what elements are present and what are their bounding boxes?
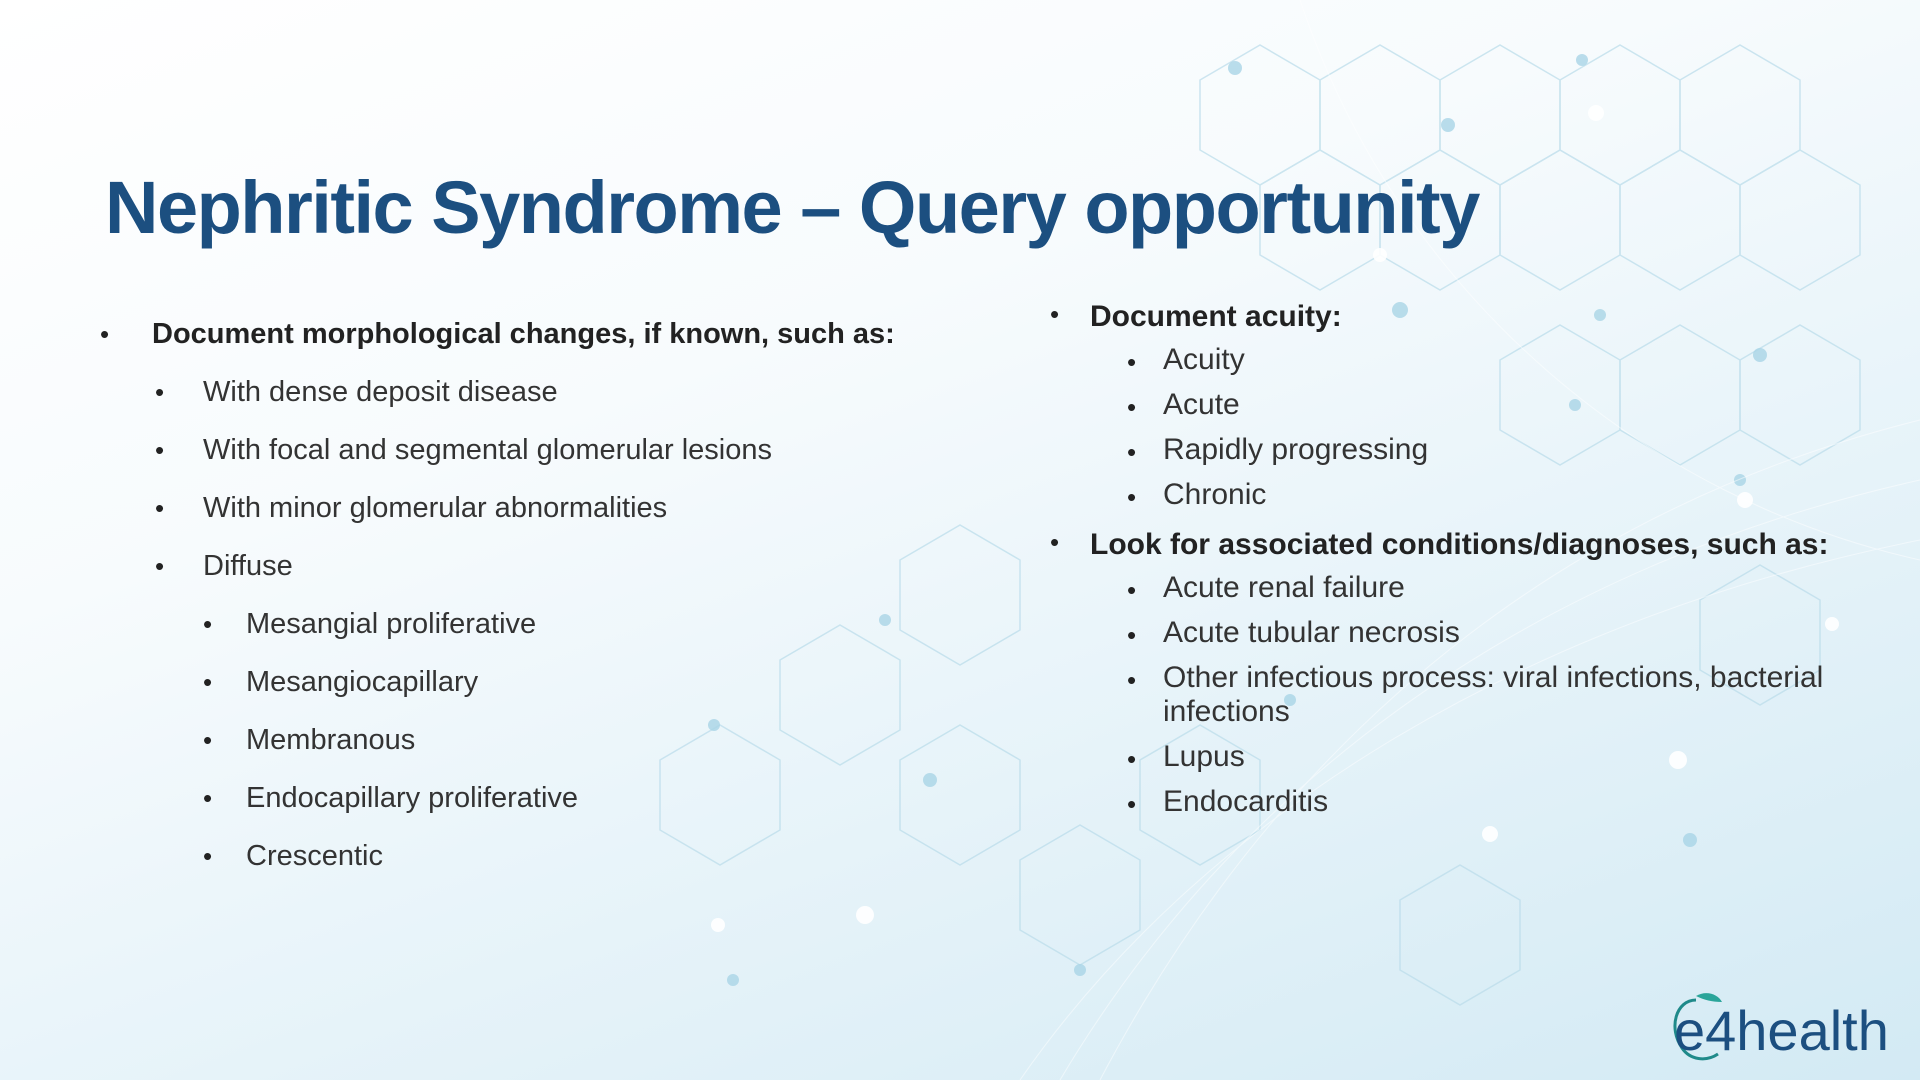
- bullet-icon: •: [1050, 527, 1060, 557]
- e4health-logo: [1666, 988, 1896, 1068]
- list-item: [100, 363, 900, 421]
- bullet-icon: •: [155, 551, 165, 581]
- slide-title: Nephritic Syndrome – Query opportunity: [105, 166, 1479, 249]
- sub-list-item-label: Mesangial proliferative: [246, 608, 537, 640]
- list-item: [1050, 518, 1870, 566]
- bullet-icon: •: [1050, 299, 1060, 329]
- sub-list-item-label: Mesangiocapillary: [246, 666, 479, 698]
- list-item: [1050, 338, 1870, 383]
- list-item-label: Acute: [1163, 388, 1240, 421]
- conditions-heading: Look for associated conditions/diagnoses, such as:: [1090, 528, 1829, 561]
- list-item-label: Chronic: [1163, 478, 1267, 511]
- bullet-icon: •: [1127, 392, 1137, 422]
- list-item-label: Acute tubular necrosis: [1163, 616, 1460, 649]
- list-item: [1050, 735, 1870, 780]
- list-item: [100, 421, 900, 479]
- bullet-icon: •: [1127, 482, 1137, 512]
- bullet-icon: •: [1127, 789, 1137, 819]
- list-item: [1050, 656, 1870, 735]
- list-item-label: Acute renal failure: [1163, 571, 1405, 604]
- list-item-label: Lupus: [1163, 740, 1245, 773]
- bullet-icon: •: [203, 725, 213, 755]
- bullet-icon: •: [1127, 665, 1137, 695]
- right-column: [1050, 290, 1870, 825]
- sub-list-item: [100, 653, 900, 711]
- list-item-label: Other infectious process: viral infections, bacterial infections: [1163, 661, 1824, 728]
- list-item-label: Rapidly progressing: [1163, 433, 1429, 466]
- bullet-icon: •: [203, 667, 213, 697]
- bullet-icon: •: [203, 841, 213, 871]
- list-item-label: Acuity: [1163, 343, 1245, 376]
- list-item: [1050, 290, 1870, 338]
- sub-list-item: [100, 595, 900, 653]
- bullet-icon: •: [1127, 620, 1137, 650]
- bullet-icon: •: [1127, 575, 1137, 605]
- list-item: [100, 537, 900, 595]
- list-item: [1050, 780, 1870, 825]
- bullet-icon: •: [1127, 437, 1137, 467]
- list-item: [1050, 428, 1870, 473]
- sub-list-item: [100, 827, 900, 885]
- sub-list-item-label: Membranous: [246, 724, 416, 756]
- list-item: [100, 479, 900, 537]
- list-item: [1050, 383, 1870, 428]
- bullet-icon: •: [100, 319, 110, 349]
- sub-list-item-label: Endocapillary proliferative: [246, 782, 579, 814]
- logo-text: e4health: [1674, 999, 1889, 1062]
- bullet-icon: •: [203, 609, 213, 639]
- left-column: [100, 305, 900, 885]
- sub-list-item-label: Crescentic: [246, 840, 383, 872]
- list-item-label: Diffuse: [203, 550, 293, 582]
- bullet-icon: •: [1127, 744, 1137, 774]
- list-item: [100, 305, 900, 363]
- list-item-label: Endocarditis: [1163, 785, 1329, 818]
- acuity-heading: Document acuity:: [1090, 300, 1342, 333]
- bullet-icon: •: [155, 377, 165, 407]
- bullet-icon: •: [203, 783, 213, 813]
- list-item-label: With dense deposit disease: [203, 376, 558, 408]
- list-item-label: With minor glomerular abnormalities: [203, 492, 668, 524]
- morphological-heading: Document morphological changes, if known, such as:: [152, 318, 895, 350]
- list-item: [1050, 473, 1870, 518]
- list-item-label: With focal and segmental glomerular lesions: [203, 434, 772, 466]
- bullet-icon: •: [155, 493, 165, 523]
- list-item: [1050, 566, 1870, 611]
- sub-list-item: [100, 769, 900, 827]
- bullet-icon: •: [155, 435, 165, 465]
- sub-list-item: [100, 711, 900, 769]
- bullet-icon: •: [1127, 347, 1137, 377]
- list-item: [1050, 611, 1870, 656]
